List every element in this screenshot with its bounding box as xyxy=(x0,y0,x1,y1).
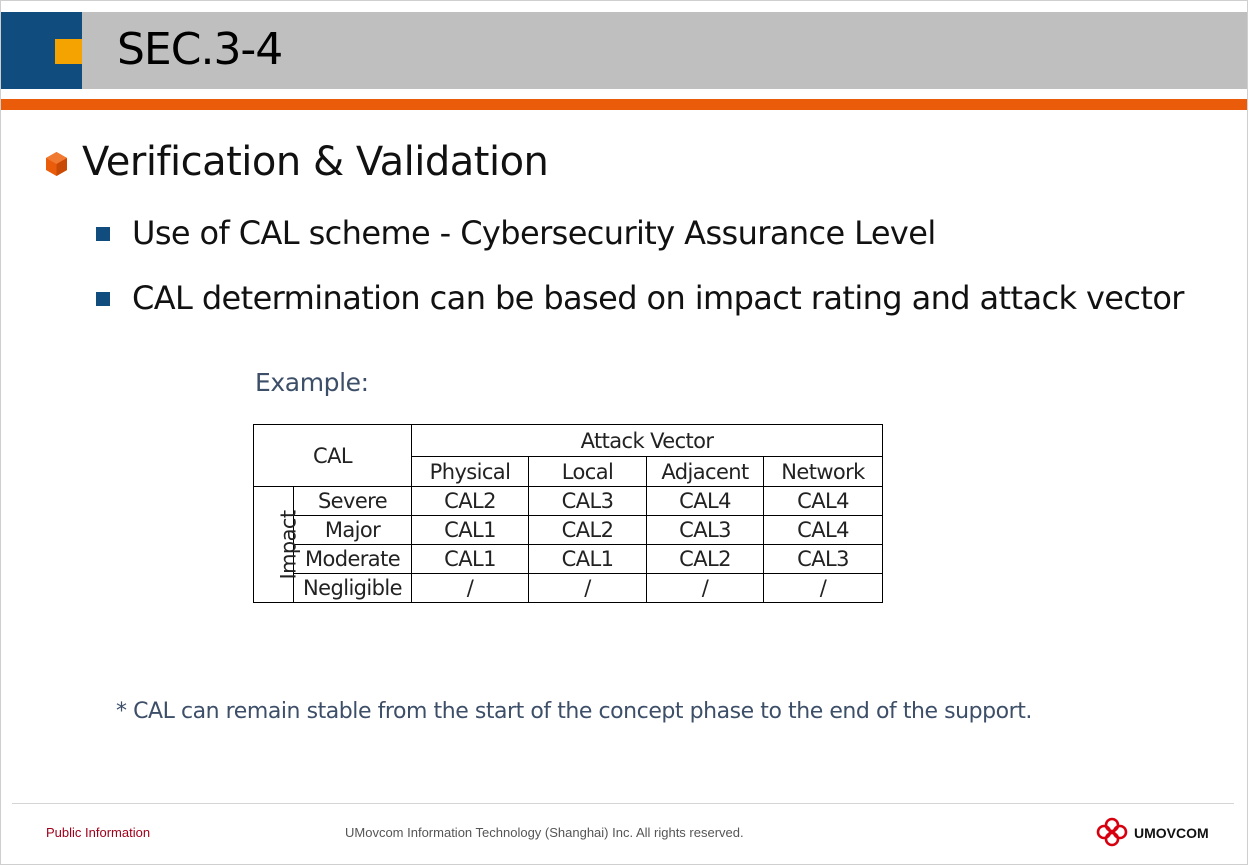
table-cell: CAL3 xyxy=(647,516,764,545)
table-cell: / xyxy=(647,574,764,603)
table-corner-header: CAL xyxy=(254,425,412,487)
square-bullet-icon xyxy=(96,292,110,306)
table-cell: / xyxy=(529,574,647,603)
title-accent-square xyxy=(55,39,82,64)
table-cell: CAL2 xyxy=(412,487,529,516)
table-cell: / xyxy=(764,574,883,603)
footer-divider xyxy=(12,803,1234,804)
bullet-item-1: Use of CAL scheme - Cybersecurity Assurance Level xyxy=(132,214,936,252)
table-cell: CAL4 xyxy=(647,487,764,516)
attack-vector-header: Attack Vector xyxy=(412,425,883,457)
table-cell: CAL2 xyxy=(647,545,764,574)
bullet-item-2: CAL determination can be based on impact rating and attack vector xyxy=(132,279,1184,317)
impact-row-group xyxy=(254,487,301,603)
footnote: * CAL can remain stable from the start of the concept phase to the end of the support. xyxy=(116,699,1032,724)
table-cell: CAL3 xyxy=(529,487,647,516)
example-label: Example: xyxy=(255,368,369,397)
column-header: Physical xyxy=(412,457,529,487)
impact-label: Impact xyxy=(276,509,301,580)
table-cell: CAL2 xyxy=(529,516,647,545)
row-header: Severe xyxy=(294,487,412,516)
copyright-text: UMovcom Information Technology (Shanghai) Inc. All rights reserved. xyxy=(345,825,744,840)
table-cell: / xyxy=(412,574,529,603)
table-cell: CAL1 xyxy=(529,545,647,574)
row-header: Moderate xyxy=(294,545,412,574)
column-header: Adjacent xyxy=(647,457,764,487)
table-cell: CAL1 xyxy=(412,545,529,574)
cloud-logo-icon xyxy=(1096,817,1128,847)
column-header: Local xyxy=(529,457,647,487)
column-header: Network xyxy=(764,457,883,487)
table-cell: CAL3 xyxy=(764,545,883,574)
section-heading: Verification & Validation xyxy=(82,139,549,185)
table-cell: CAL1 xyxy=(412,516,529,545)
square-bullet-icon xyxy=(96,227,110,241)
table-cell: CAL4 xyxy=(764,516,883,545)
slide-title: SEC.3-4 xyxy=(117,24,283,75)
table-cell: CAL4 xyxy=(764,487,883,516)
classification-label: Public Information xyxy=(46,825,151,840)
row-header: Negligible xyxy=(294,574,412,603)
hexagon-bullet-icon xyxy=(46,152,67,176)
company-logo-text: UMOVCOM xyxy=(1134,825,1209,841)
title-underline xyxy=(1,99,1247,110)
row-header: Major xyxy=(294,516,412,545)
cal-table xyxy=(253,424,883,603)
